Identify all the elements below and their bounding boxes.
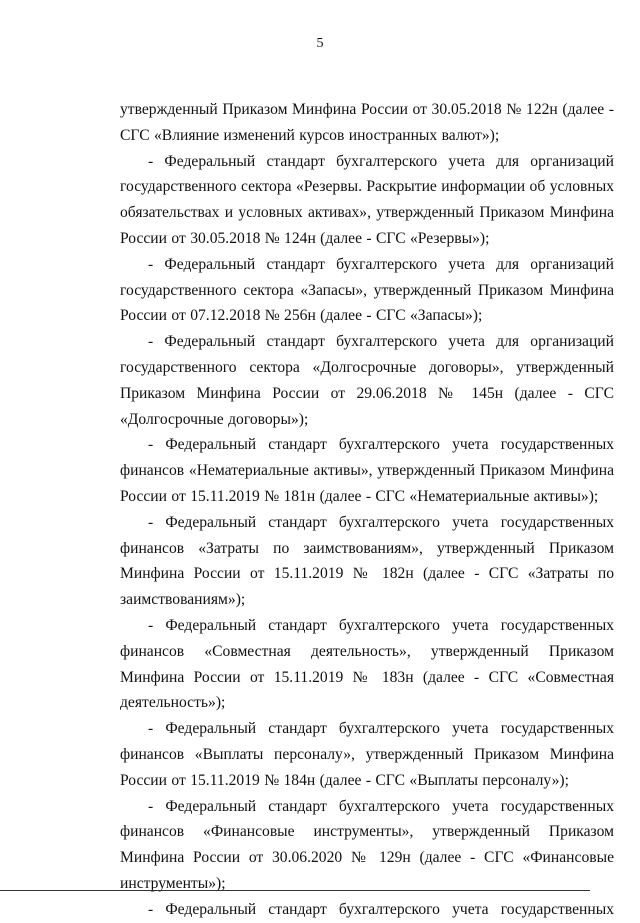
document-body <box>120 97 614 923</box>
list-item: - Федеральный стандарт бухгалтерского учета для организаций государственного сектора «Запасы», утвержденный Приказом Минфина России от 07.12.2018 № 256н (далее - СГС «Запасы»); <box>120 255 614 325</box>
list-item: - Федеральный стандарт бухгалтерского учета государственных финансов «Финансовые инструменты», утвержденный Приказом Минфина России от 30.06.2020 № 129н (далее - СГС «Финансовые инструменты»); <box>120 797 614 892</box>
list-item: - Федеральный стандарт бухгалтерского учета для организаций государственного сектора «Долгосрочные договоры», утвержденный Приказом Минфина России от 29.06.2018 № 145н (далее - СГС «Долгосрочные договоры»); <box>120 333 614 428</box>
paragraph-continuation: утвержденный Приказом Минфина России от 30.05.2018 № 122н (далее - СГС «Влияние изменений курсов иностранных валют»); <box>120 101 614 144</box>
list-item: - Федеральный стандарт бухгалтерского учета для организаций государственного сектора «Резервы. Раскрытие информации об условных обязательствах и условных активах», утвержденный Приказом Минфина России от 30.05.2018 № 124н (далее - СГС «Резервы»); <box>120 152 614 247</box>
footer-divider <box>0 890 590 891</box>
list-item: - Федеральный стандарт бухгалтерского учета государственных финансов «Выплаты персоналу», утвержденный Приказом Минфина России от 15.11.2019 № 184н (далее - СГС «Выплаты персоналу»); <box>120 720 614 789</box>
list-item: - Федеральный стандарт бухгалтерского учета государственных <box>148 900 614 918</box>
page-number: 5 <box>316 36 324 51</box>
list-item: - Федеральный стандарт бухгалтерского учета государственных финансов «Нематериальные активы», утвержденный Приказом Минфина России от 15.11.2019 № 181н (далее - СГС «Нематериальные активы»); <box>120 436 614 505</box>
list-item: - Федеральный стандарт бухгалтерского учета государственных финансов «Затраты по заимствованиям», утвержденный Приказом Минфина России от 15.11.2019 № 182н (далее - СГС «Затраты по заимствованиям»); <box>120 513 614 609</box>
list-item: - Федеральный стандарт бухгалтерского учета государственных финансов «Совместная деятельность», утвержденный Приказом Минфина России от 15.11.2019 № 183н (далее - СГС «Совместная деятельность»); <box>120 616 614 712</box>
